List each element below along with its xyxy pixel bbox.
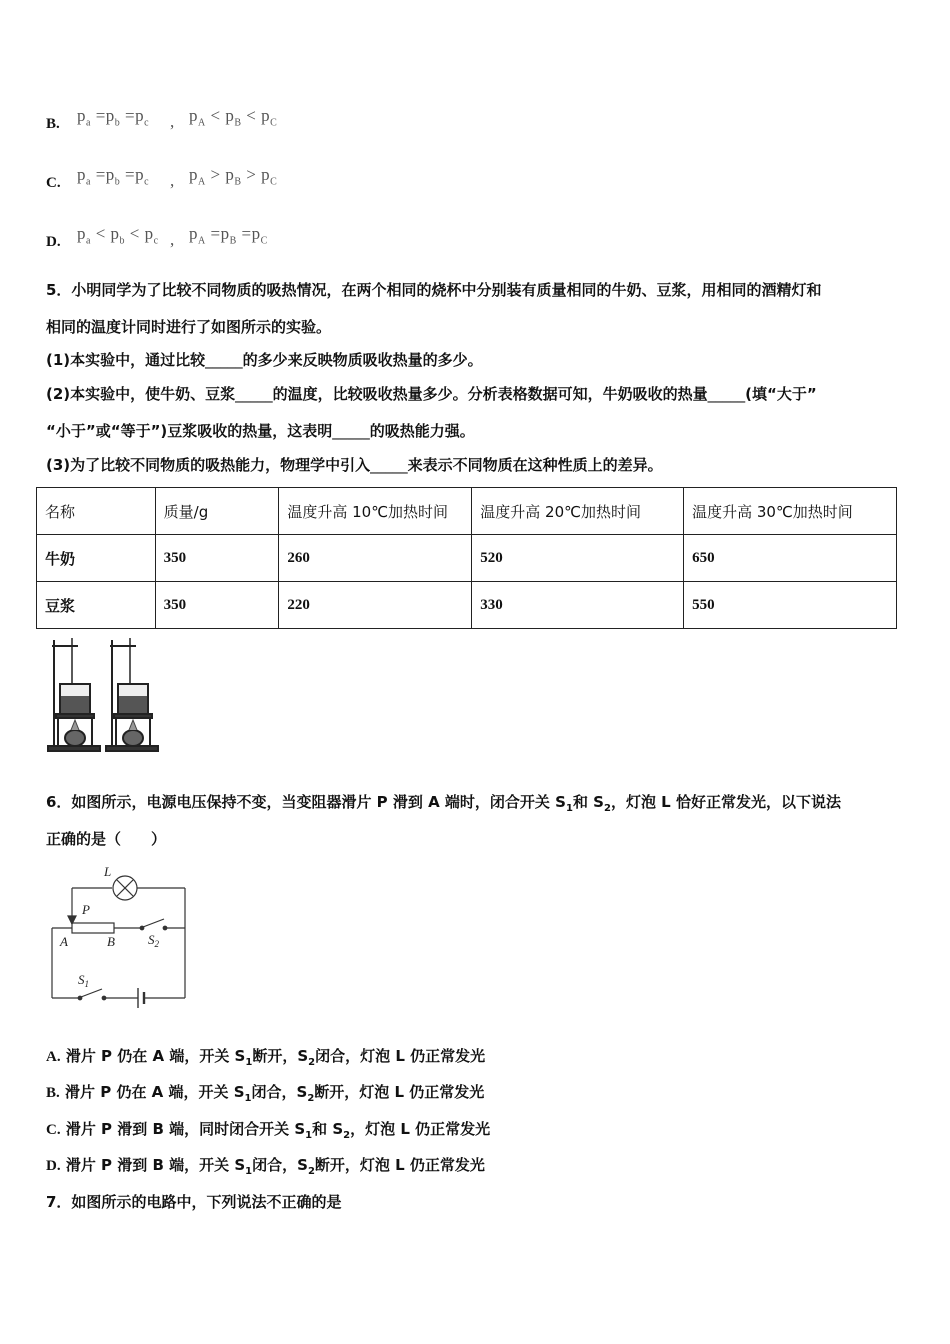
subscript: 2 (343, 1130, 351, 1141)
header-cell: 名称 (37, 488, 156, 535)
text: (填“大于” (745, 385, 817, 403)
table-cell: 350 (155, 535, 279, 582)
q5-line2: 相同的温度计同时进行了如图所示的实验。 (46, 318, 332, 336)
formula-left: $p_a < p_b < p_c$ (77, 224, 159, 247)
table-header-row (37, 488, 897, 535)
label-end-A: A (60, 934, 68, 949)
option-letter: B. (46, 116, 60, 132)
switch-letter: S (148, 932, 155, 947)
option-letter: D. (46, 234, 61, 250)
table-cell: 650 (684, 535, 897, 582)
text: 断开，灯泡 L 仍正常发光 (314, 1083, 485, 1101)
q6-option-c (46, 1119, 490, 1146)
text: (3)为了比较不同物质的吸热能力，物理学中引入 (46, 456, 371, 474)
text: 滑片 P 仍在 A 端，开关 S (65, 1047, 246, 1065)
text: 6．如图所示，电源电压保持不变，当变阻器滑片 P 滑到 A 端时，闭合开关 S (46, 793, 566, 811)
table-cell: 350 (155, 582, 279, 629)
text: 和 S (312, 1120, 344, 1138)
text: (2)本实验中，使牛奶、豆浆 (46, 385, 236, 403)
table-cell: 330 (472, 582, 684, 629)
option-letter: C. (46, 175, 61, 191)
q5-sub1 (46, 350, 483, 370)
q6-option-a (46, 1046, 485, 1073)
text: 闭合，灯泡 L 仍正常发光 (315, 1047, 486, 1065)
answer-blank: _____ (205, 351, 243, 369)
label-lamp-L: L (104, 864, 112, 879)
formula-right: $p_A =p_B =p_C$ (189, 224, 268, 247)
formula-separator: , (170, 171, 175, 190)
text: 和 S (572, 793, 604, 811)
subscript: 1 (244, 1093, 252, 1104)
subscript: 1 (245, 1057, 253, 1068)
label-switch-S1 (78, 972, 89, 989)
text: ，灯泡 L 仍正常发光 (350, 1120, 491, 1138)
table-row (37, 535, 897, 582)
table-cell: 豆浆 (37, 582, 156, 629)
table-cell: 520 (472, 535, 684, 582)
option-letter: B. (46, 1085, 60, 1101)
subscript: 1 (565, 803, 573, 814)
text: 的多少来反映物质吸收热量的多少。 (242, 351, 483, 369)
header-cell: 温度升高 10℃加热时间 (279, 488, 472, 535)
answer-blank: _____ (235, 385, 273, 403)
text: “小于”或“等于”)豆浆吸收的热量，这表明 (46, 422, 333, 440)
table-cell: 550 (684, 582, 897, 629)
q5-line1: 5．小明同学为了比较不同物质的吸热情况，在两个相同的烧杯中分别装有质量相同的牛奶、豆浆，用相同的酒精灯和 (46, 281, 822, 299)
circuit-diagram (44, 862, 194, 1012)
answer-blank: _____ (332, 422, 370, 440)
q6-line2: 正确的是（ ） (46, 830, 167, 848)
text: 滑片 P 滑到 B 端，同时闭合开关 S (65, 1120, 306, 1138)
text: 闭合，S (252, 1156, 308, 1174)
experiment-apparatus-figure (44, 634, 164, 754)
text: 滑片 P 滑到 B 端，开关 S (65, 1156, 246, 1174)
table-row (37, 582, 897, 629)
option-letter: D. (46, 1158, 61, 1174)
text: 闭合，S (251, 1083, 308, 1101)
header-cell: 质量/g (155, 488, 279, 535)
formula-left: $p_a =p_b =p_c$ (77, 165, 150, 188)
table-cell: 牛奶 (37, 535, 156, 582)
text: (1)本实验中，通过比较 (46, 351, 206, 369)
option-letter: C. (46, 1122, 61, 1138)
heating-data-table (36, 487, 897, 629)
q6-option-b (46, 1082, 484, 1109)
text: 滑片 P 仍在 A 端，开关 S (65, 1083, 245, 1101)
formula-right: $p_A > p_B > p_C$ (189, 165, 278, 188)
formula-right: $p_A < p_B < p_C$ (189, 106, 278, 129)
answer-blank: _____ (707, 385, 746, 403)
option-letter: A. (46, 1049, 61, 1065)
label-slider-P: P (82, 902, 90, 917)
text: 断开，S (252, 1047, 309, 1065)
switch-letter: S (78, 972, 85, 987)
text: 断开，灯泡 L 仍正常发光 (314, 1156, 485, 1174)
subscript: 1 (305, 1130, 313, 1141)
subscript: 2 (307, 1093, 315, 1104)
subscript: 2 (308, 1057, 316, 1068)
q7-text: 7．如图所示的电路中，下列说法不正确的是 (46, 1193, 342, 1211)
label-end-B: B (107, 934, 115, 949)
formula-separator: , (170, 112, 175, 131)
text: ，灯泡 L 恰好正常发光，以下说法 (610, 793, 841, 811)
q5-sub2-cont (46, 421, 475, 441)
text: 来表示不同物质在这种性质上的差异。 (407, 456, 663, 474)
text: 的吸热能力强。 (369, 422, 475, 440)
table-cell: 260 (279, 535, 472, 582)
q6-line1 (46, 792, 841, 819)
subscript: 1 (245, 1166, 253, 1177)
q5-sub3 (46, 455, 663, 475)
formula-separator: , (170, 230, 175, 249)
switch-subscript: 2 (154, 939, 159, 949)
formula-left: $p_a =p_b =p_c$ (77, 106, 150, 129)
subscript: 2 (603, 803, 611, 814)
table-cell: 220 (279, 582, 472, 629)
header-cell: 温度升高 30℃加热时间 (684, 488, 897, 535)
label-switch-S2 (148, 932, 160, 949)
answer-blank: _____ (370, 456, 408, 474)
q6-option-d (46, 1155, 485, 1182)
header-cell: 温度升高 20℃加热时间 (472, 488, 684, 535)
text: 的温度，比较吸收热量多少。分析表格数据可知，牛奶吸收的热量 (272, 385, 708, 403)
switch-subscript: 1 (84, 979, 89, 989)
q5-sub2 (46, 384, 817, 404)
subscript: 2 (307, 1166, 315, 1177)
